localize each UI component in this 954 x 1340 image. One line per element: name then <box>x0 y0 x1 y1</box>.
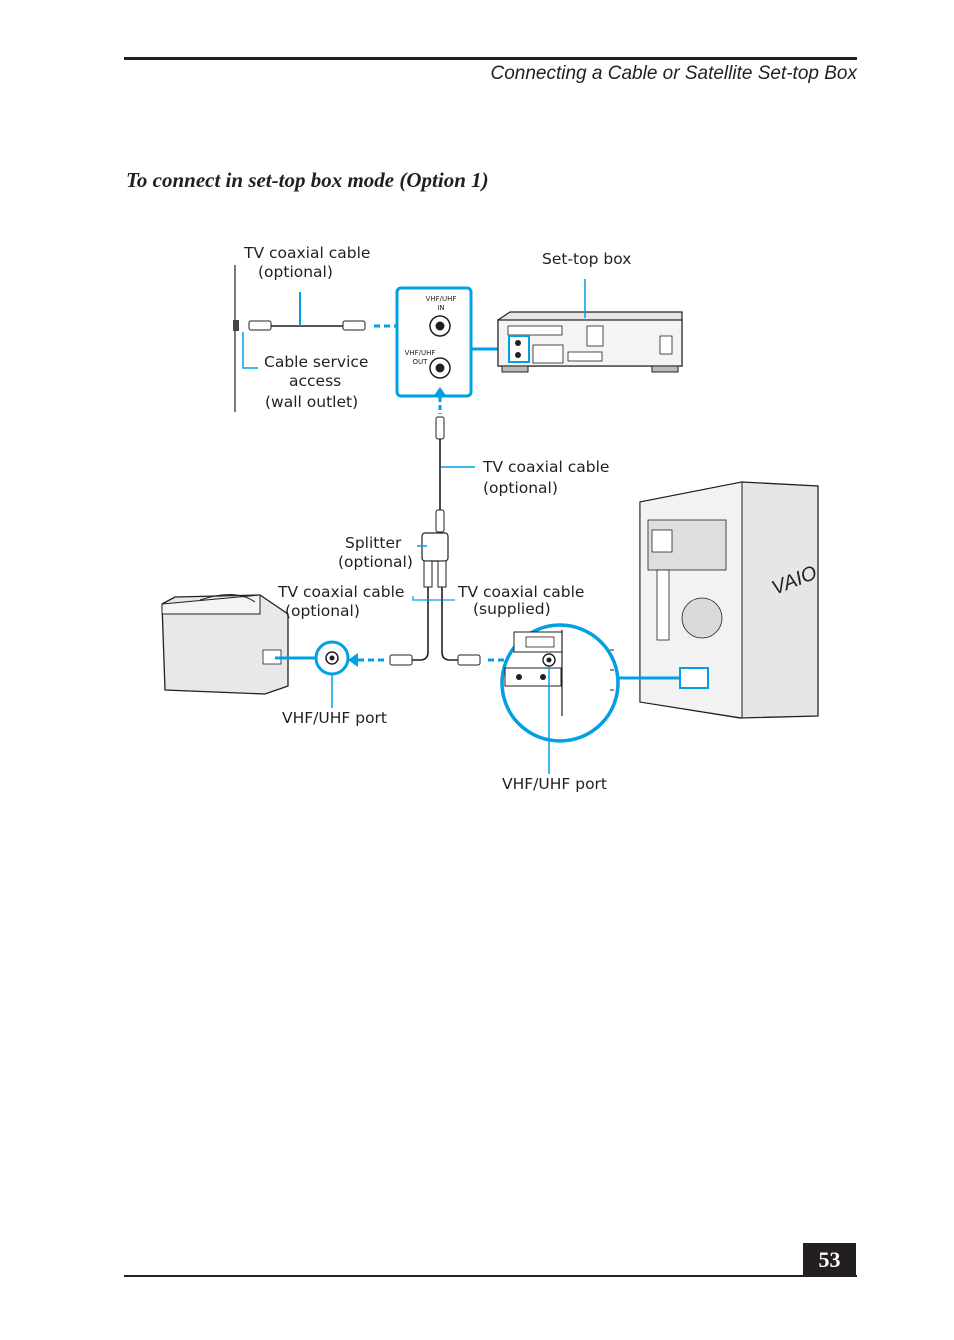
section-title: To connect in set-top box mode (Option 1) <box>126 168 489 192</box>
settop-jack-panel <box>397 288 471 396</box>
pc-port-zoom <box>502 625 618 741</box>
label-tv-coax-left-1: TV coaxial cable <box>278 583 405 601</box>
splitter-illustration <box>422 533 448 587</box>
label-tv-coax-top-1: TV coaxial cable <box>244 244 371 262</box>
tv-illustration <box>162 594 288 694</box>
footer-rule <box>124 1275 857 1277</box>
settop-box-illustration <box>498 312 682 372</box>
label-tv-coax-mid-2: (optional) <box>483 479 558 497</box>
jack-out-label-1: VHF/UHF <box>404 349 436 357</box>
svg-text:VAIO: VAIO <box>768 561 821 600</box>
jack-in-label-1: VHF/UHF <box>425 295 457 303</box>
jack-out-label-2: OUT <box>412 358 428 366</box>
callout-wall-outlet <box>243 332 258 368</box>
mid-coax-cable <box>436 417 444 532</box>
label-splitter-1: Splitter <box>345 534 402 552</box>
label-tv-coax-right-2: (supplied) <box>473 600 551 618</box>
jack-in-label-2: IN <box>437 304 445 312</box>
label-tv-coax-top-2: (optional) <box>258 263 333 281</box>
top-coax-cable <box>249 321 365 330</box>
arrow-icon <box>348 653 358 667</box>
label-splitter-2: (optional) <box>338 553 413 571</box>
label-settop-box: Set-top box <box>542 250 632 268</box>
label-vhf-port-tv: VHF/UHF port <box>282 709 388 727</box>
label-tv-coax-left-2: (optional) <box>285 602 360 620</box>
callout-left-coax <box>413 596 441 600</box>
label-cable-service-3: (wall outlet) <box>265 393 359 411</box>
wall-outlet <box>233 320 239 331</box>
running-head: Connecting a Cable or Satellite Set-top Box <box>490 63 857 84</box>
label-tv-coax-right-1: TV coaxial cable <box>458 583 585 601</box>
page-number: 53 <box>803 1243 856 1277</box>
label-cable-service-1: Cable service <box>264 353 369 371</box>
label-tv-coax-mid-1: TV coaxial cable <box>483 458 610 476</box>
label-vhf-port-pc: VHF/UHF port <box>502 775 608 793</box>
pc-tower-illustration <box>640 482 820 718</box>
label-cable-service-2: access <box>289 372 342 390</box>
